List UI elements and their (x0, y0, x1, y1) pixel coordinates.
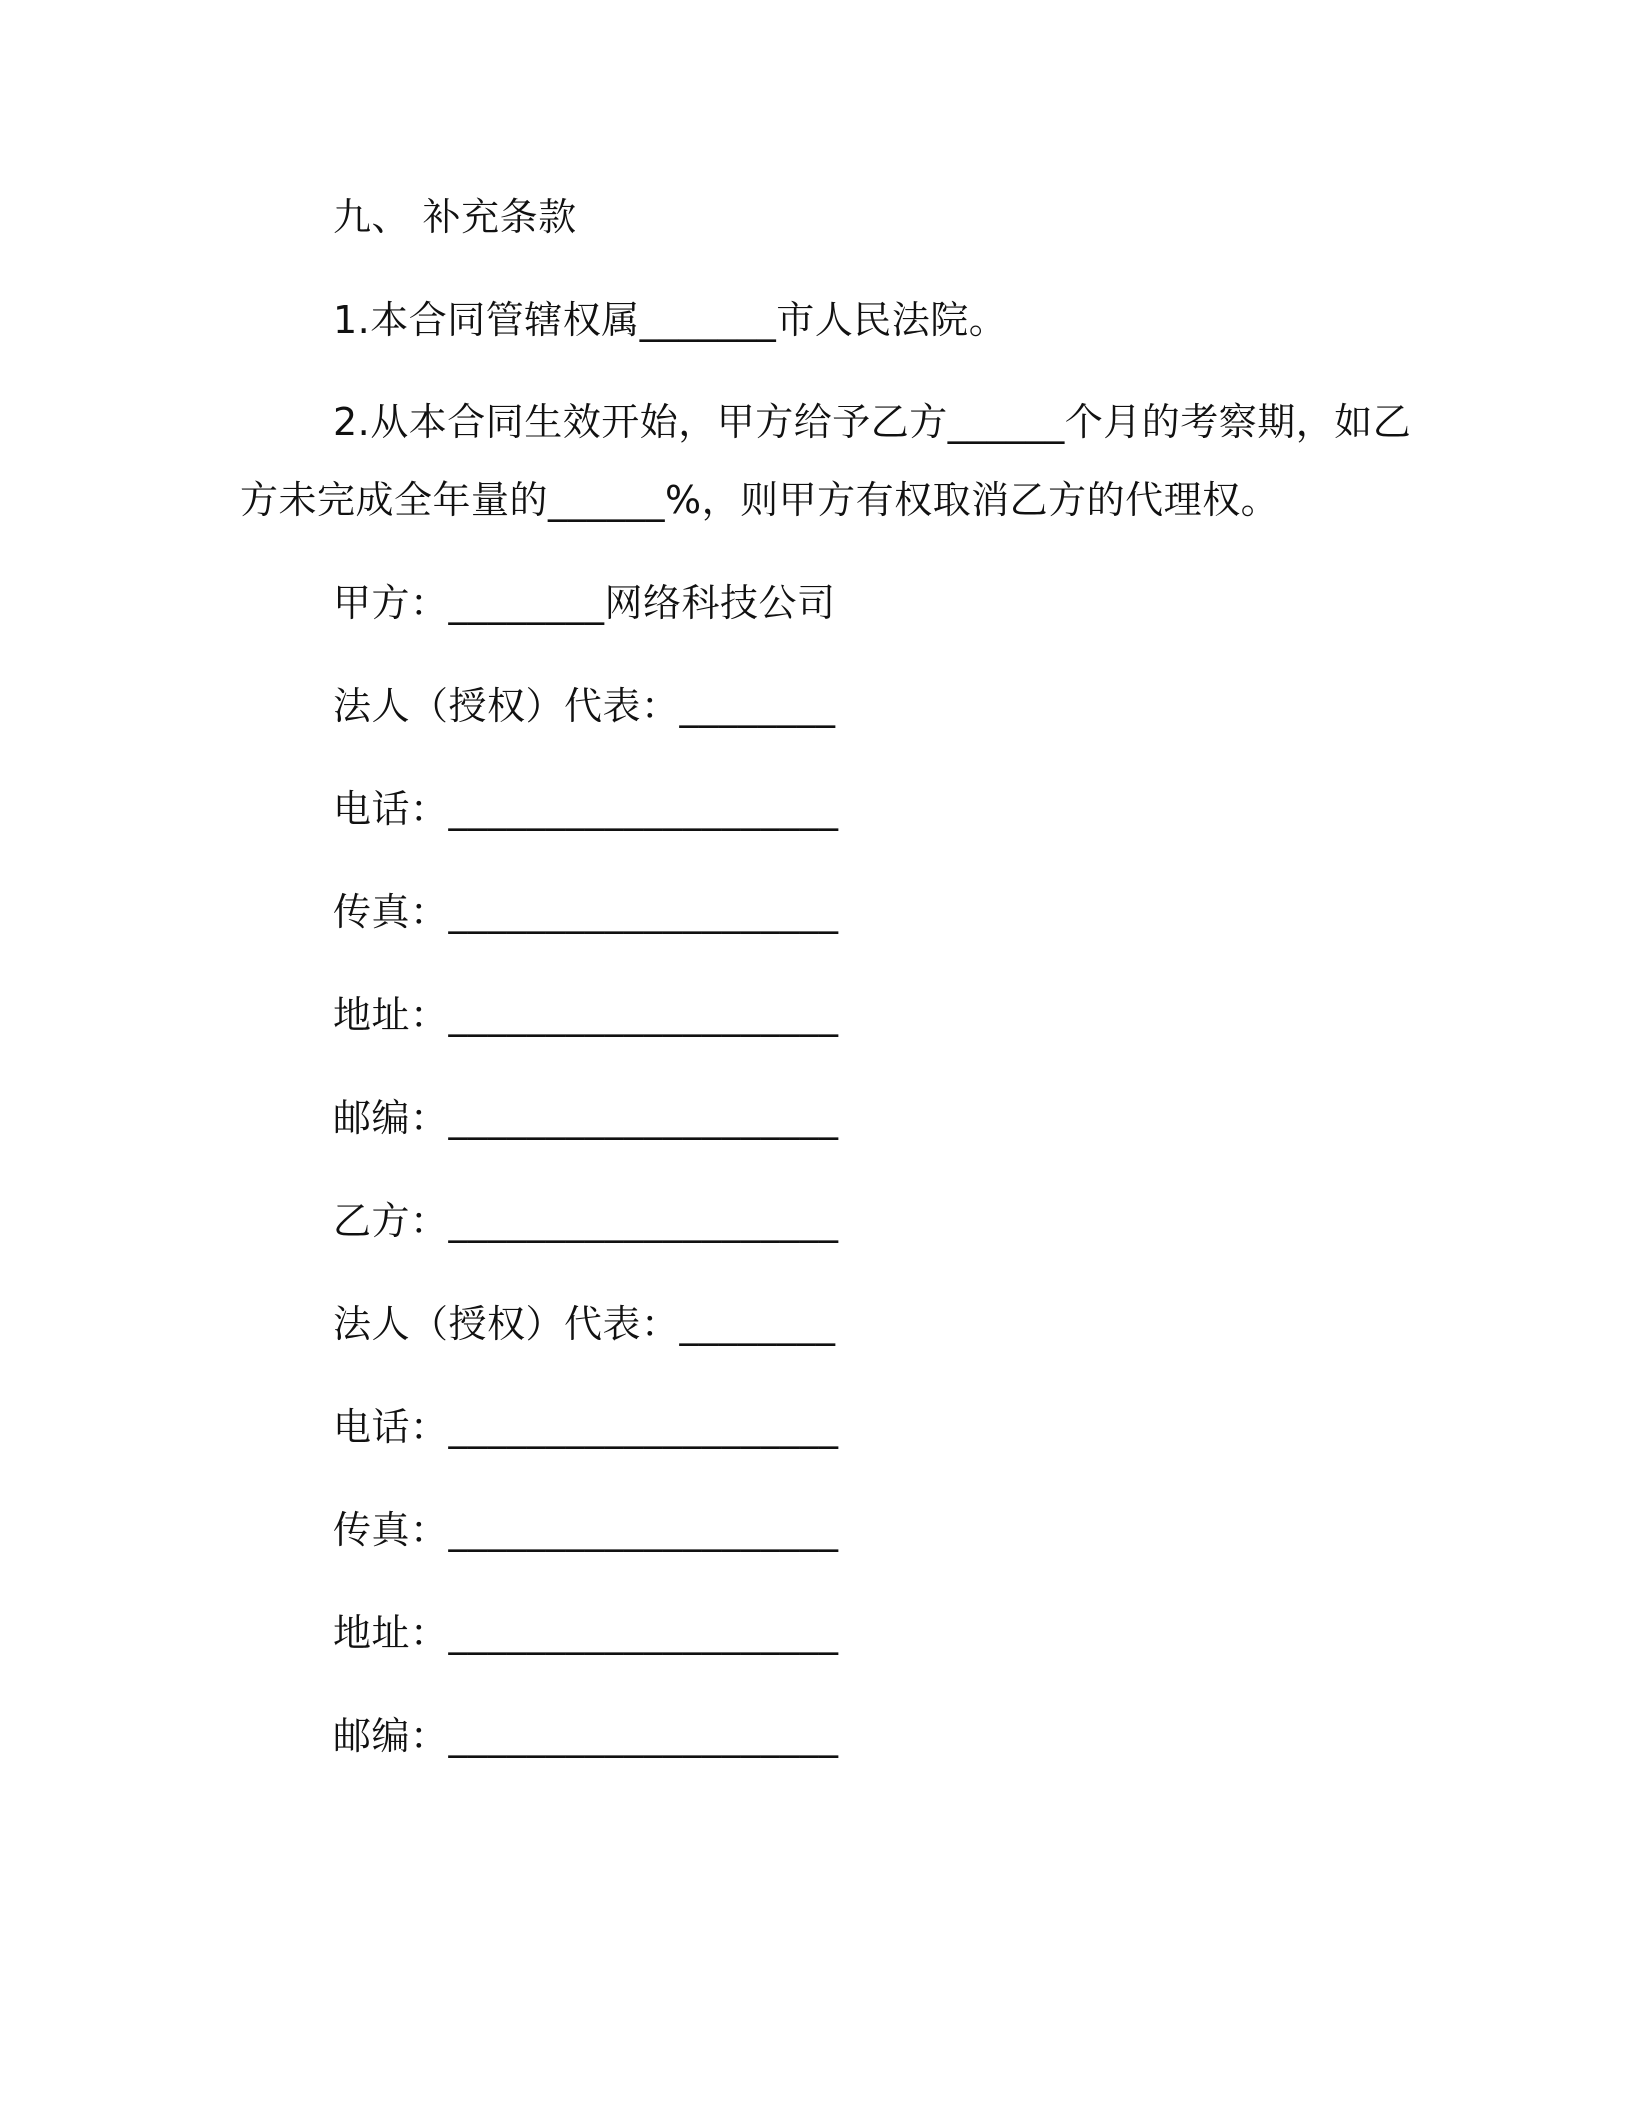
clause-probation-line2: 方未完成全年量的______%，则甲方有权取消乙方的代理权。 (240, 478, 1280, 522)
party-a-phone: 电话：____________________ (333, 787, 839, 831)
party-a-name: 甲方：________网络科技公司 (333, 581, 836, 625)
party-b-postcode: 邮编：____________________ (333, 1714, 839, 1758)
section-title: 九、 补充条款 (333, 195, 577, 239)
clause-jurisdiction: 1.本合同管辖权属_______市人民法院。 (333, 298, 1008, 342)
clause-probation-line1: 2.从本合同生效开始，甲方给予乙方______个月的考察期，如乙 (333, 400, 1412, 444)
party-b-name: 乙方：____________________ (333, 1199, 839, 1243)
party-b-address: 地址：____________________ (333, 1611, 839, 1655)
party-b-fax: 传真：____________________ (333, 1508, 839, 1552)
party-b-representative: 法人（授权）代表：________ (333, 1302, 836, 1346)
party-a-address: 地址：____________________ (333, 993, 839, 1037)
party-a-postcode: 邮编：____________________ (333, 1096, 839, 1140)
party-a-fax: 传真：____________________ (333, 890, 839, 934)
party-b-phone: 电话：____________________ (333, 1405, 839, 1449)
party-a-representative: 法人（授权）代表：________ (333, 684, 836, 728)
